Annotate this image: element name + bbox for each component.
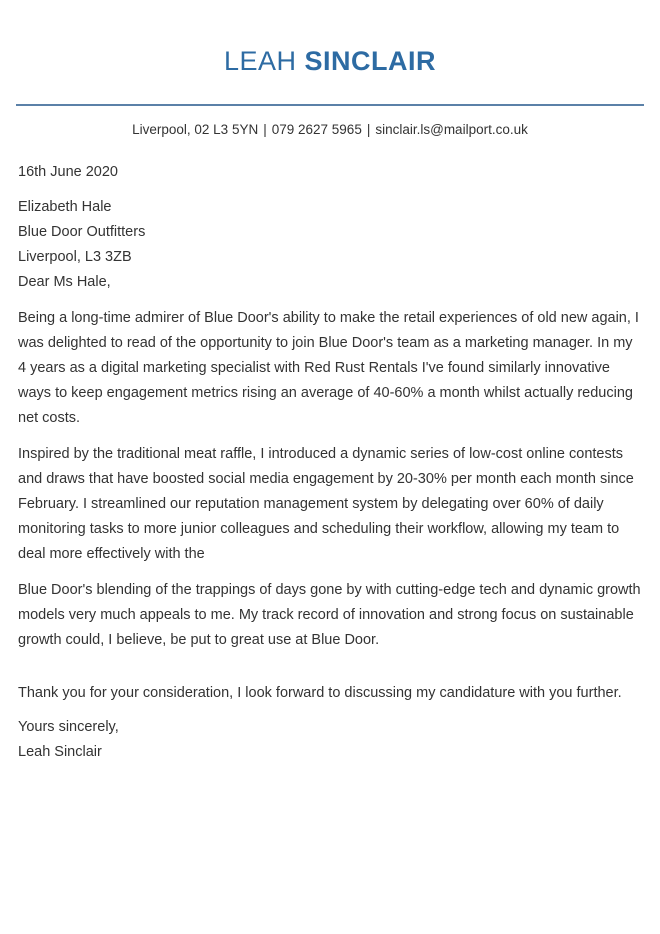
signature-name: Leah Sinclair xyxy=(18,744,102,760)
closing-line: Thank you for your consideration, I look forward to discussing my candidature with you further. xyxy=(18,685,622,701)
contact-location: Liverpool, 02 L3 5YN xyxy=(132,122,259,137)
contact-line xyxy=(0,121,660,138)
recipient-company: Blue Door Outfitters xyxy=(18,224,146,240)
candidate-first-name: LEAH xyxy=(223,46,297,76)
letter-date: 16th June 2020 xyxy=(18,164,118,180)
letter-body xyxy=(18,160,642,765)
recipient-name: Elizabeth Hale xyxy=(18,199,112,215)
body-paragraph: Being a long-time admirer of Blue Door's ability to make the retail experiences of old new again, I was delighted to read of the opportunity to join Blue Door's team as a marketing manager. In my 4 years as a digital marketing specialist with Red Rust Rentals I've found similarly innovative ways to keep engagement metrics rising an average of 40-60% a month whilst actually reducing net costs. xyxy=(18,310,639,426)
salutation: Dear Ms Hale, xyxy=(18,274,111,290)
contact-email: sinclair.ls@mailport.co.uk xyxy=(375,122,528,137)
body-paragraph: Blue Door's blending of the trappings of days gone by with cutting-edge tech and dynamic growth models very much appeals to me. My track record of innovation and strong focus on sustainable growth could, I believe, be put to great use at Blue Door. xyxy=(18,582,641,648)
signoff: Yours sincerely, xyxy=(18,719,119,735)
header-divider-rule xyxy=(16,104,644,106)
recipient-address: Liverpool, L3 3ZB xyxy=(18,249,132,265)
contact-separator: | xyxy=(263,122,267,137)
contact-phone: 079 2627 5965 xyxy=(271,122,362,137)
contact-separator: | xyxy=(366,122,371,137)
candidate-last-name: SINCLAIR xyxy=(304,46,437,76)
letter-header xyxy=(0,0,660,138)
recipient-block xyxy=(18,195,642,270)
candidate-name-title xyxy=(0,46,660,77)
body-paragraph: Inspired by the traditional meat raffle, I introduced a dynamic series of low-cost online contests and draws that have boosted social media engagement by 20-30% per month each month since February. I streamlined our reputation management system by delegating over 60% of daily monitoring tasks to more junior colleagues and scheduling their workflow, allowing my team to deal more effectively with the xyxy=(18,446,634,562)
